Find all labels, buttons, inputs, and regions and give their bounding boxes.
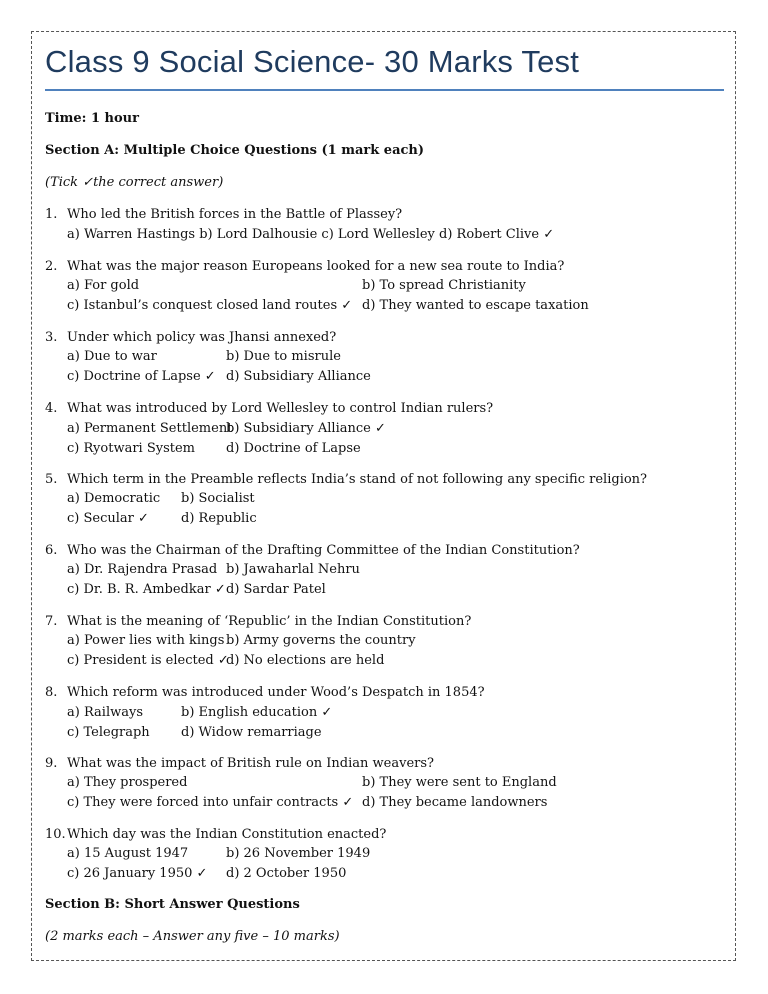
option-d: d) Doctrine of Lapse <box>226 441 361 456</box>
question-text: Which reform was introduced under Wood’s Despatch in 1854? <box>67 685 485 700</box>
question-number: 4. <box>45 401 58 416</box>
option-b: b) Subsidiary Alliance ✓ <box>226 421 386 436</box>
option-a: a) Power lies with kings <box>67 633 225 648</box>
question-number: 2. <box>45 259 58 274</box>
option-d: d) They became landowners <box>362 795 548 810</box>
option-d: d) Widow remarriage <box>181 725 322 740</box>
option-c: c) Secular ✓ <box>67 511 149 526</box>
question-text: What was the major reason Europeans looked for a new sea route to India? <box>67 259 565 274</box>
option-d: d) Subsidiary Alliance <box>226 369 371 384</box>
page-title: Class 9 Social Science- 30 Marks Test <box>45 44 580 79</box>
option-a: a) Permanent Settlement <box>67 421 233 436</box>
option-b: b) Due to misrule <box>226 349 341 364</box>
option-a: a) For gold <box>67 278 140 293</box>
question-number: 10. <box>45 827 66 842</box>
option-a: a) Dr. Rajendra Prasad <box>67 562 218 577</box>
option-c: c) Ryotwari System <box>67 441 195 456</box>
option-a: a) 15 August 1947 <box>67 846 189 861</box>
option-a: a) They prospered <box>67 775 188 790</box>
option-d: d) 2 October 1950 <box>226 866 347 881</box>
section-a-heading: Section A: Multiple Choice Questions (1 mark each) <box>45 143 425 158</box>
option-d: d) No elections are held <box>226 653 385 668</box>
question-text: Who led the British forces in the Battle of Plassey? <box>67 207 403 222</box>
section-a-instruction: (Tick ✓the correct answer) <box>45 175 224 190</box>
question-text: Which day was the Indian Constitution enacted? <box>67 827 387 842</box>
option-a: a) Railways <box>67 705 144 720</box>
option-d: d) Republic <box>181 511 257 526</box>
option-c: c) Dr. B. R. Ambedkar ✓ <box>67 582 226 597</box>
option-c: c) Istanbul’s conquest closed land routes ✓ <box>67 298 353 313</box>
option-b: b) 26 November 1949 <box>226 846 371 861</box>
option-c: c) President is elected ✓ <box>67 653 229 668</box>
question-text: What was the impact of British rule on Indian weavers? <box>67 756 435 771</box>
option-c: c) 26 January 1950 ✓ <box>67 866 208 881</box>
option-b: b) Jawaharlal Nehru <box>226 562 360 577</box>
option-b: b) Army governs the country <box>226 633 416 648</box>
option-b: b) To spread Christianity <box>362 278 526 293</box>
option-c: c) Doctrine of Lapse ✓ <box>67 369 216 384</box>
question-number: 9. <box>45 756 58 771</box>
question-text: What is the meaning of ‘Republic’ in the Indian Constitution? <box>67 614 472 629</box>
option-d: d) They wanted to escape taxation <box>362 298 589 313</box>
question-text: Under which policy was Jhansi annexed? <box>67 330 337 345</box>
section-b-instruction: (2 marks each – Answer any five – 10 marks) <box>45 929 340 944</box>
question-text: Who was the Chairman of the Drafting Committee of the Indian Constitution? <box>67 543 580 558</box>
question-text: Which term in the Preamble reflects India’s stand of not following any specific religion? <box>67 472 648 487</box>
question-text: What was introduced by Lord Wellesley to control Indian rulers? <box>67 401 494 416</box>
option-b: b) They were sent to England <box>362 775 557 790</box>
option-b: b) English education ✓ <box>181 705 333 720</box>
question-number: 7. <box>45 614 58 629</box>
question-number: 1. <box>45 207 58 222</box>
option-a: a) Due to war <box>67 349 157 364</box>
option-line: a) Warren Hastings b) Lord Dalhousie c) Lord Wellesley d) Robert Clive ✓ <box>67 227 555 242</box>
section-b-heading: Section B: Short Answer Questions <box>45 897 300 912</box>
option-c: c) Telegraph <box>67 725 150 740</box>
option-d: d) Sardar Patel <box>226 582 326 597</box>
question-number: 8. <box>45 685 58 700</box>
title-rule <box>45 89 724 91</box>
question-number: 3. <box>45 330 58 345</box>
option-c: c) They were forced into unfair contracts ✓ <box>67 795 354 810</box>
time-label: Time: 1 hour <box>45 111 139 126</box>
question-number: 6. <box>45 543 58 558</box>
question-number: 5. <box>45 472 58 487</box>
option-a: a) Democratic <box>67 491 161 506</box>
option-b: b) Socialist <box>181 491 255 506</box>
